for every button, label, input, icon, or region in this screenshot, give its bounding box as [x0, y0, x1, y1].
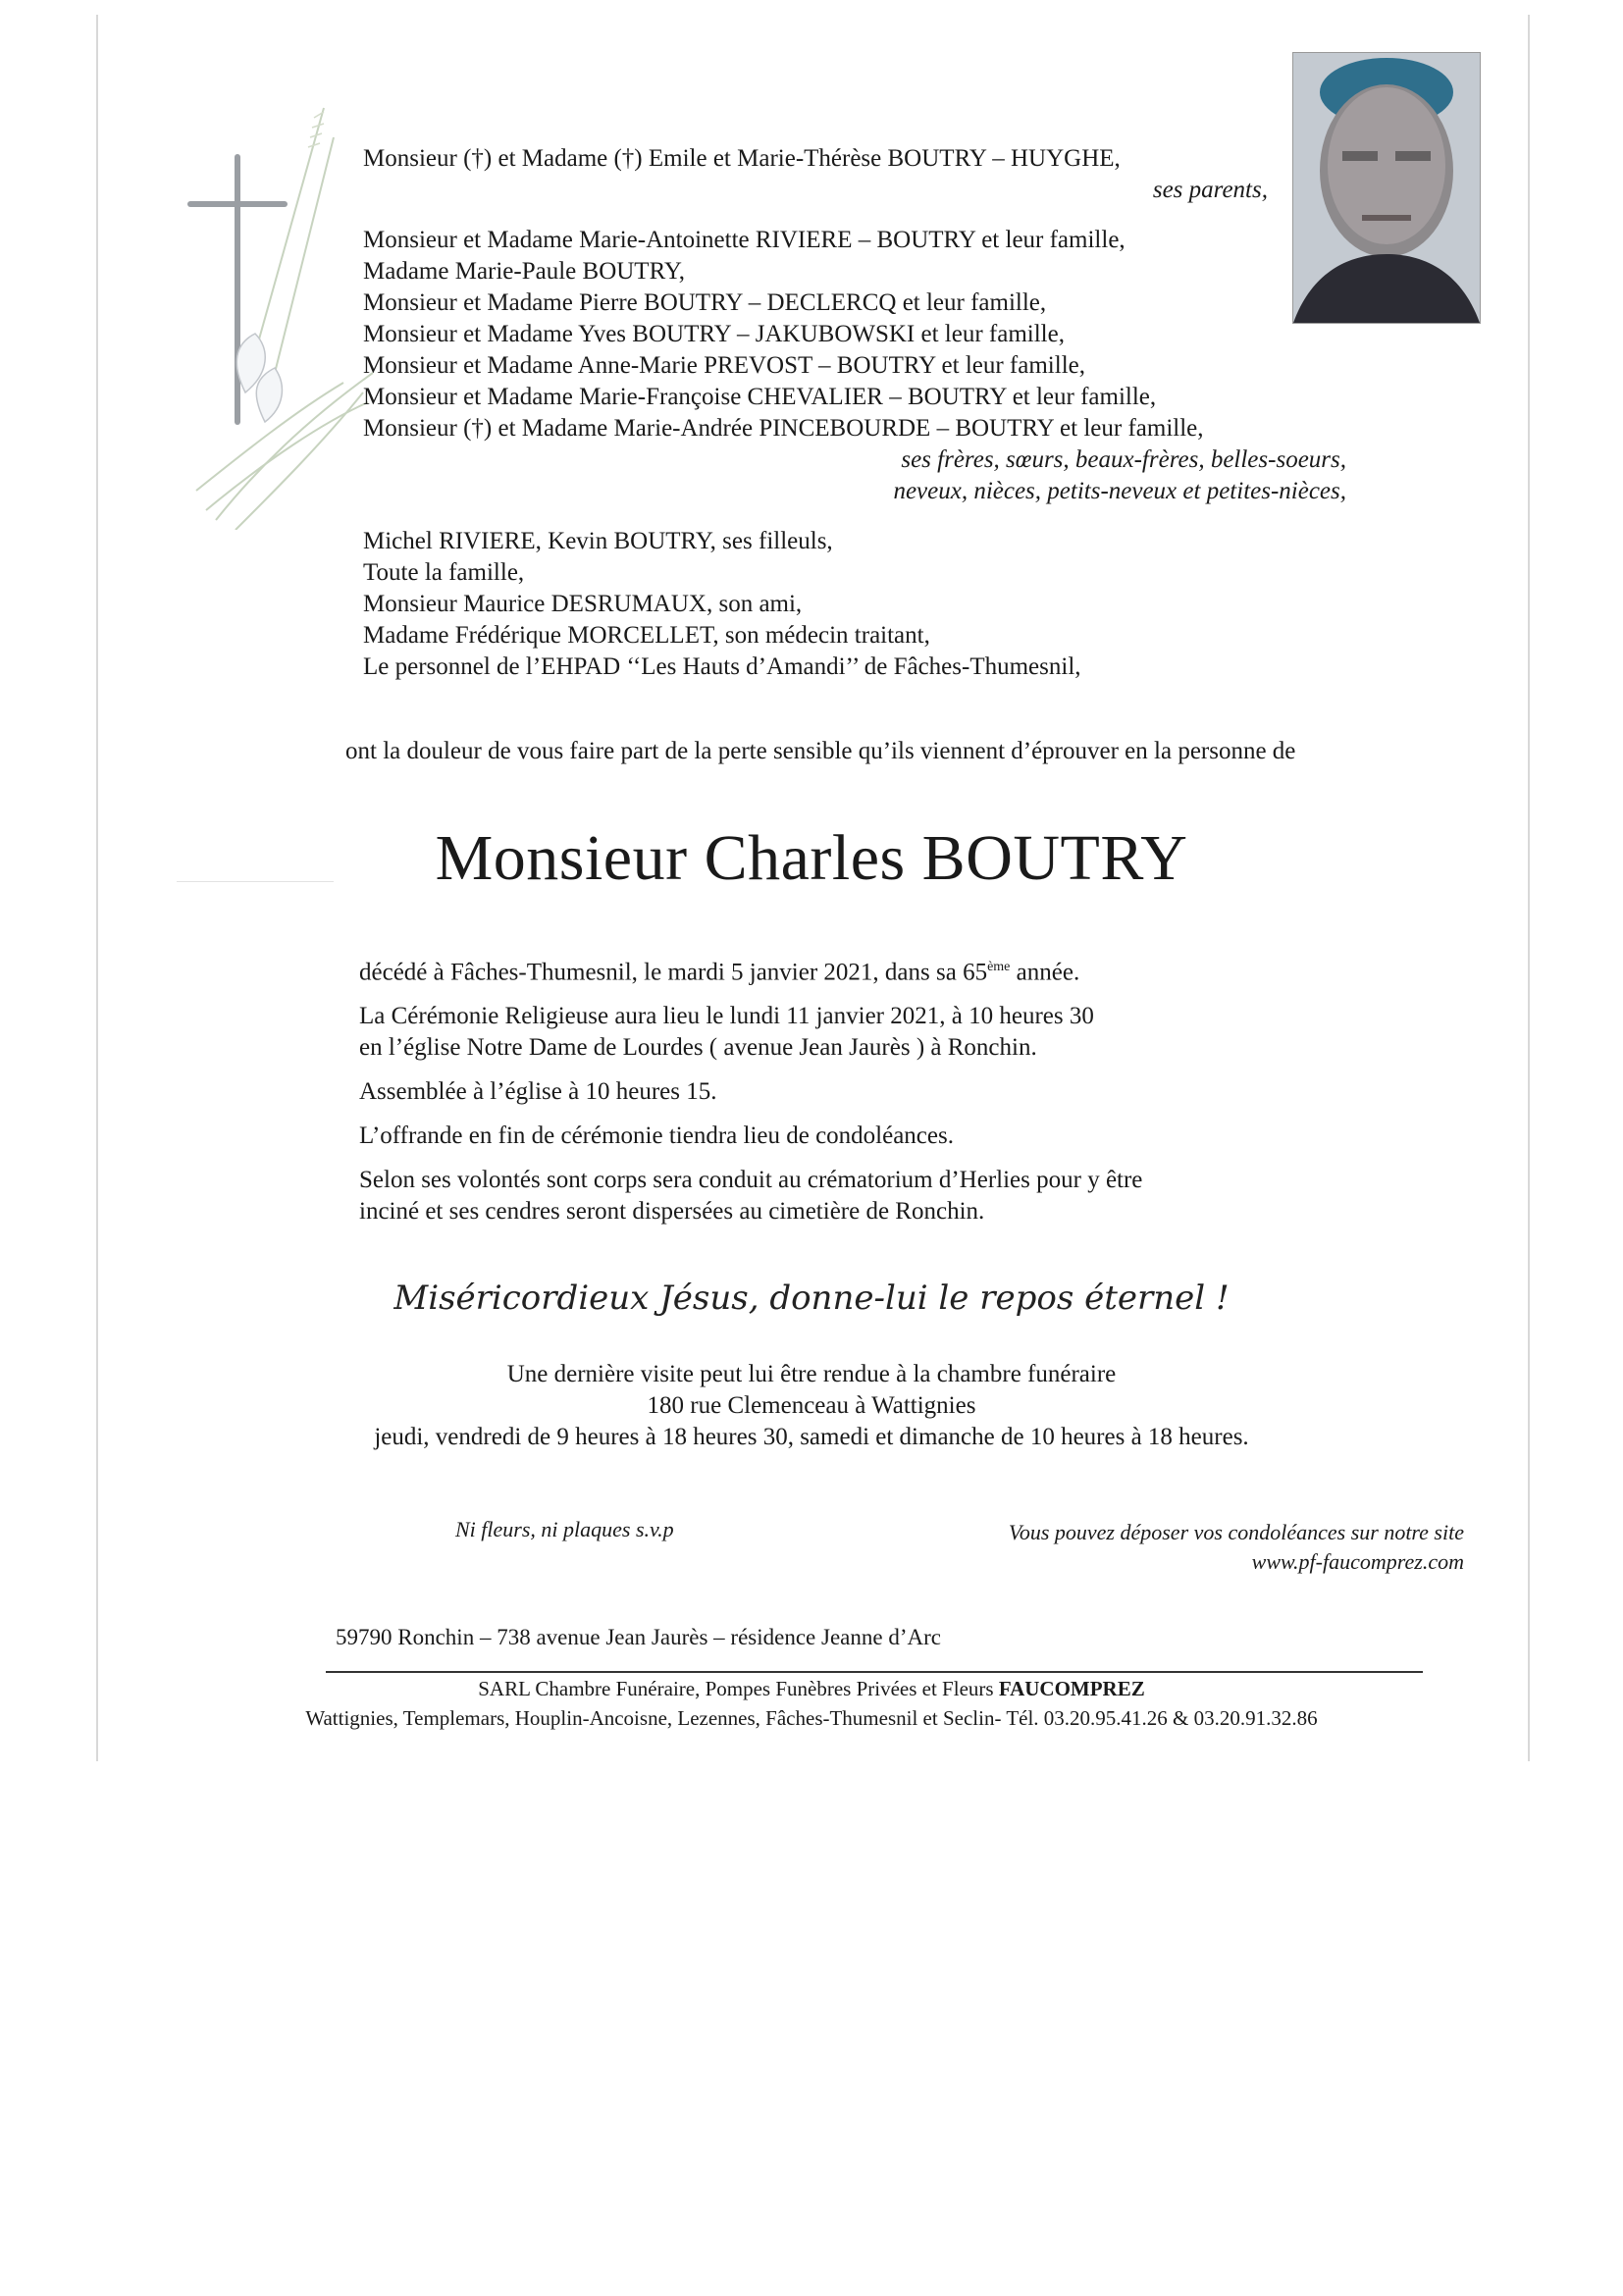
parents-line: Monsieur (†) et Madame (†) Emile et Marie-Thérèse BOUTRY – HUYGHE,	[363, 145, 1121, 172]
footer	[0, 1674, 1623, 1733]
visit-line: jeudi, vendredi de 9 heures à 18 heures 30, samedi et dimanche de 10 heures à 18 heures.	[374, 1424, 1249, 1450]
portrait-photo	[1292, 52, 1481, 324]
condolences-line: Vous pouvez déposer vos condoléances sur notre site	[1008, 1520, 1464, 1544]
ceremony-info	[359, 1001, 1142, 1064]
details-section	[359, 952, 1142, 1240]
sibling-line: Monsieur et Madame Marie-Françoise CHEVALIER – BOUTRY et leur famille,	[363, 384, 1157, 410]
wishes-info	[359, 1165, 1142, 1227]
parents-role: ses parents,	[1152, 177, 1268, 203]
footer-company-name: FAUCOMPREZ	[998, 1677, 1145, 1700]
footer-company-desc: SARL Chambre Funéraire, Pompes Funèbres Privées et Fleurs	[478, 1677, 999, 1700]
other-line: Madame Frédérique MORCELLET, son médecin traitant,	[363, 622, 930, 649]
deceased-name: Monsieur Charles BOUTRY	[435, 822, 1188, 894]
announcement: ont la douleur de vous faire part de la perte sensible qu’ils viennent d’éprouver en la personne de	[345, 738, 1296, 764]
wishes-line: Selon ses volontés sont corps sera conduit au crématorium d’Herlies pour y être	[359, 1167, 1143, 1194]
others-section	[363, 526, 1081, 683]
assembly-info: Assemblée à l’église à 10 heures 15.	[359, 1078, 717, 1106]
siblings-section	[363, 225, 1204, 444]
ceremony-line: La Cérémonie Religieuse aura lieu le lundi 11 janvier 2021, à 10 heures 30	[359, 1003, 1094, 1030]
ordinal-suffix: ème	[987, 960, 1011, 974]
other-line: Monsieur Maurice DESRUMAUX, son ami,	[363, 591, 803, 617]
death-text-end: année.	[1010, 959, 1080, 986]
other-line: Toute la famille,	[363, 559, 525, 586]
website-link[interactable]: www.pf-faucomprez.com	[1251, 1549, 1464, 1574]
siblings-role	[0, 444, 1346, 507]
address: 59790 Ronchin – 738 avenue Jean Jaurès – résidence Jeanne d’Arc	[336, 1625, 941, 1649]
death-notice	[359, 952, 1142, 988]
footer-line-1	[0, 1674, 1623, 1703]
footer-line-2: Wattignies, Templemars, Houplin-Ancoisne, Lezennes, Fâches-Thumesnil et Seclin- Tél. 03.20.95.41.26 & 03.20.91.32.86	[305, 1706, 1318, 1730]
other-line: Le personnel de l’EHPAD ‘‘Les Hauts d’Amandi’’ de Fâches-Thumesnil,	[363, 653, 1081, 680]
other-line: Michel RIVIERE, Kevin BOUTRY, ses filleuls,	[363, 528, 833, 554]
wishes-line: inciné et ses cendres seront dispersées au cimetière de Ronchin.	[359, 1198, 985, 1226]
offering-info: L’offrande en fin de cérémonie tiendra lieu de condoléances.	[359, 1122, 954, 1150]
no-flowers-note: Ni fleurs, ni plaques s.v.p	[455, 1517, 674, 1541]
siblings-role-line: neveux, nièces, petits-neveux et petites-nièces,	[893, 478, 1346, 504]
visit-line: 180 rue Clemenceau à Wattignies	[647, 1392, 976, 1419]
sibling-line: Monsieur et Madame Yves BOUTRY – JAKUBOWSKI et leur famille,	[363, 321, 1065, 347]
sibling-line: Madame Marie-Paule BOUTRY,	[363, 258, 685, 285]
condolences-note	[1009, 1518, 1464, 1577]
sibling-line: Monsieur et Madame Anne-Marie PREVOST – BOUTRY et leur famille,	[363, 352, 1085, 379]
footer-divider	[326, 1671, 1423, 1673]
sibling-line: Monsieur (†) et Madame Marie-Andrée PINCEBOURDE – BOUTRY et leur famille,	[363, 415, 1204, 442]
sibling-line: Monsieur et Madame Pierre BOUTRY – DECLERCQ et leur famille,	[363, 289, 1047, 316]
siblings-role-line: ses frères, sœurs, beaux-frères, belles-soeurs,	[901, 446, 1346, 473]
parents-section	[363, 143, 1121, 175]
visit-line: Une dernière visite peut lui être rendue à la chambre funéraire	[506, 1361, 1117, 1387]
ceremony-line: en l’église Notre Dame de Lourdes ( avenue Jean Jaurès ) à Ronchin.	[359, 1034, 1037, 1062]
prayer: Miséricordieux Jésus, donne-lui le repos éternel !	[393, 1278, 1230, 1318]
death-text: décédé à Fâches-Thumesnil, le mardi 5 janvier 2021, dans sa 65	[359, 959, 988, 986]
sibling-line: Monsieur et Madame Marie-Antoinette RIVIERE – BOUTRY et leur famille,	[363, 227, 1126, 253]
visit-section	[0, 1359, 1623, 1453]
